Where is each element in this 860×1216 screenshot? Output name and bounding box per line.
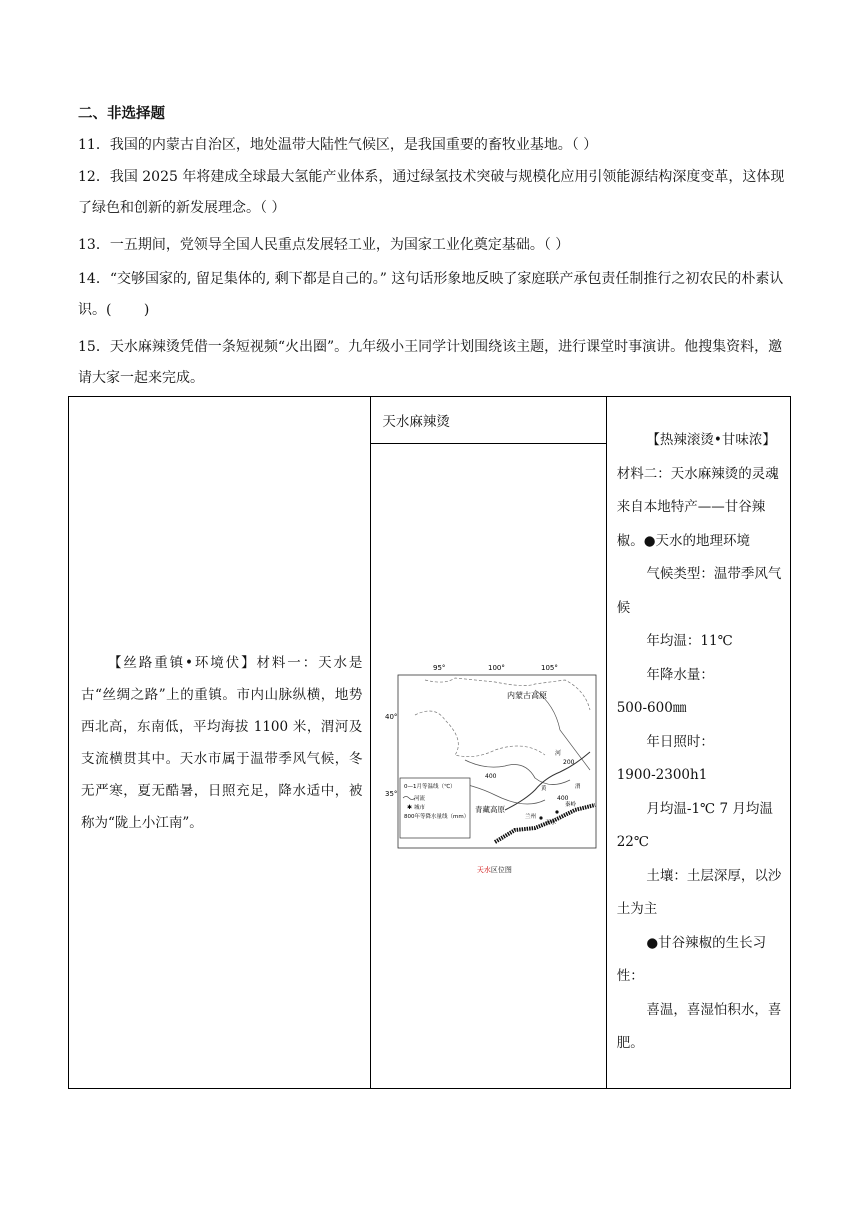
section-title: 二、非选择题 bbox=[78, 106, 165, 122]
lat-label: 40° bbox=[385, 713, 398, 721]
map-cell bbox=[371, 444, 606, 1089]
border-line bbox=[535, 690, 590, 770]
legend-item: 城市 bbox=[414, 805, 426, 811]
question-15: 15．天水麻辣烫凭借一条短视频“火出圈”。九年级小王同学计划围绕该主题，进行课堂时事演讲。他搜集资料，邀请大家一起来完成。 bbox=[78, 339, 783, 386]
material-two-line: 年降水量： bbox=[646, 666, 714, 683]
river-line bbox=[505, 752, 590, 810]
legend-item: 0—1月等温线（℃） bbox=[404, 784, 457, 790]
material-two-line: 气候类型：温带季风气候 bbox=[616, 566, 782, 616]
caption-text: 区位图 bbox=[490, 866, 512, 874]
isotherm-line bbox=[465, 760, 570, 785]
material-two-line: 喜温，喜湿怕积水，喜肥。 bbox=[616, 1001, 782, 1052]
material-two-line: 500-600㎜ bbox=[616, 700, 687, 717]
middle-header: 天水麻辣烫 bbox=[382, 414, 450, 430]
question-14: 14．“交够国家的, 留足集体的, 剩下都是自己的。” 这句话形象地反映了家庭联产承包责任制推行之初农民的朴素认识。( ) bbox=[78, 271, 784, 318]
map-label: 天水 bbox=[545, 820, 557, 826]
material-two-line: ●甘谷辣椒的生长习性： bbox=[616, 934, 767, 985]
material-two-lines bbox=[617, 424, 783, 1061]
material-two-line: 1900-2300h1 bbox=[616, 767, 708, 784]
border-line bbox=[415, 711, 545, 757]
legend-item: 河流 bbox=[414, 796, 426, 802]
question-12: 12．我国 2025 年将建成全球最大氢能产业体系，通过绿氢技术突破与规模化应用引领能源结构深度变革，这体现了绿色和创新的新发展理念。（ ） bbox=[78, 169, 785, 216]
material-one-text: 【丝路重镇•环境伏】材料一：天水是古“丝绸之路”上的重镇。市内山脉纵横，地势西北高，东南低，平均海拔 1100 米，渭河及支流横贯其中。天水市属于温带季风气候，冬无严寒，夏无酷暑，日照充足，降水适中，被称为“陇上小江南”。 bbox=[81, 654, 363, 831]
material-two-line: 月均温-1℃ 7 月均温 22℃ bbox=[616, 800, 773, 851]
question-13: 13．一五期间，党领导全国人民重点发展轻工业，为国家工业化奠定基础。（ ） bbox=[78, 237, 570, 253]
lon-label: 105° bbox=[541, 664, 559, 672]
map-svg bbox=[385, 660, 603, 860]
contour-label: 400 bbox=[557, 795, 569, 802]
tianshui-location-map bbox=[385, 660, 603, 874]
material-two-cell bbox=[606, 397, 790, 1089]
middle-header-cell bbox=[371, 397, 606, 444]
city-marker bbox=[556, 810, 559, 813]
lat-label: 35° bbox=[385, 790, 398, 798]
map-label: 黄 bbox=[541, 786, 547, 792]
materials-table bbox=[68, 396, 791, 1089]
material-two-line: 年日照时： bbox=[646, 733, 714, 750]
question-11: 11．我国的内蒙古自治区，地处温带大陆性气候区，是我国重要的畜牧业基地。（ ） bbox=[78, 137, 598, 153]
legend-item: 800年等降水量线（mm） bbox=[404, 814, 470, 820]
map-label: 河 bbox=[555, 750, 562, 757]
region-label: 青藏高原 bbox=[475, 805, 506, 814]
material-two-line: 【热辣滚烫•甘味浓】材料二：天水麻辣烫的灵魂来自本地特产——甘谷辣椒。●天水的地理环境 bbox=[616, 432, 779, 549]
contour-label: 400 bbox=[485, 773, 497, 780]
map-label: 兰州 bbox=[525, 814, 537, 820]
contour-label: 200 bbox=[563, 759, 575, 766]
lon-label: 100° bbox=[488, 664, 506, 672]
city-legend-icon: ✱ bbox=[407, 804, 413, 811]
map-caption bbox=[385, 865, 603, 875]
map-label: 渭 bbox=[575, 784, 581, 790]
caption-red-text: 天水 bbox=[476, 866, 491, 874]
region-label: 内蒙古高原 bbox=[507, 691, 548, 700]
material-two-line: 土壤：土层深厚，以沙土为主 bbox=[616, 867, 782, 918]
material-two-line: 年均温：11℃ bbox=[646, 633, 733, 650]
city-marker bbox=[540, 816, 543, 819]
map-label: 秦岭 bbox=[565, 802, 577, 808]
material-one-cell bbox=[69, 397, 371, 1089]
lon-label: 95° bbox=[433, 664, 446, 672]
